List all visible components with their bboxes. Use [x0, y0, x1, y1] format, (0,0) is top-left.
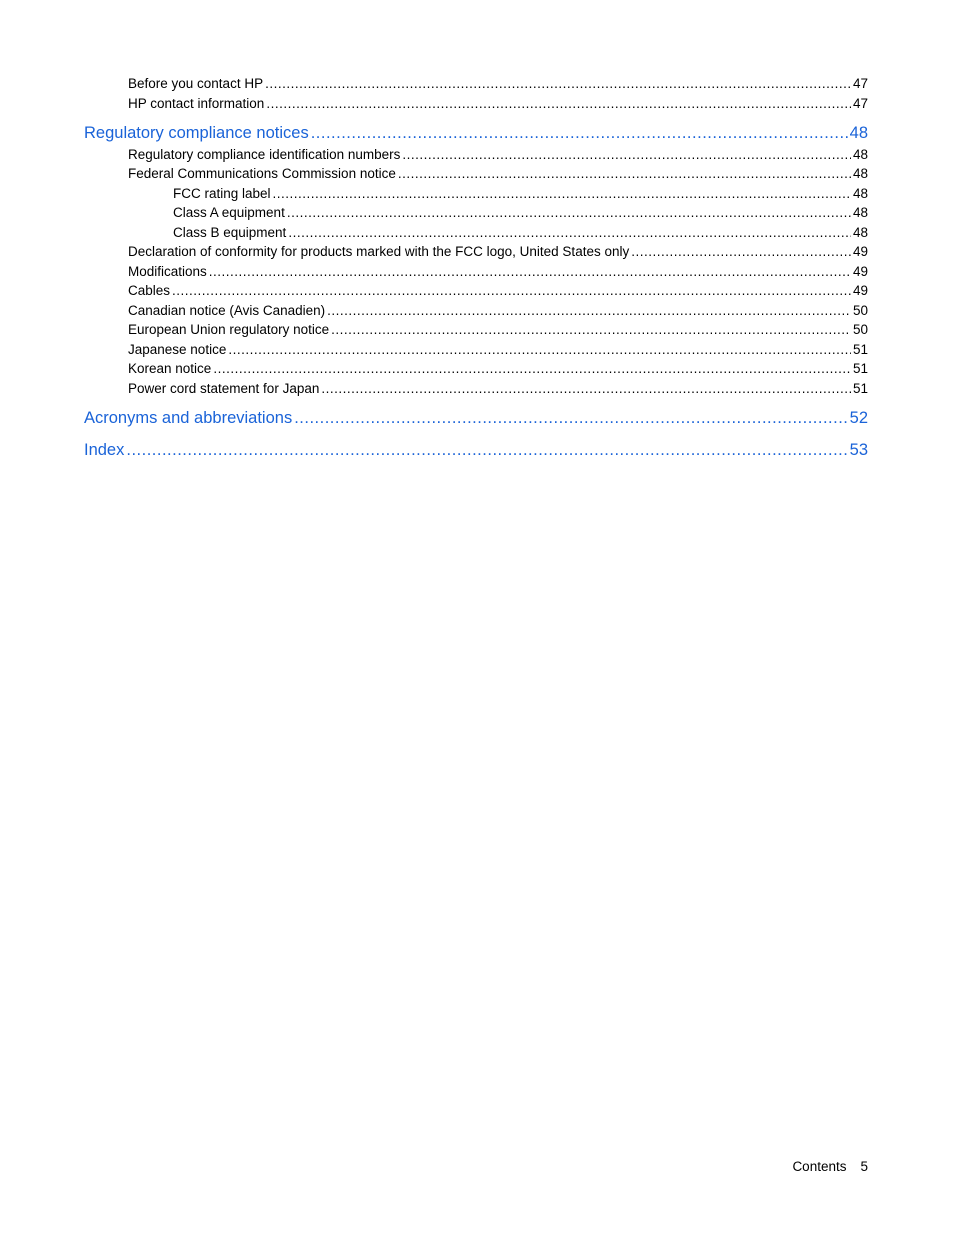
toc-entry[interactable] — [128, 76, 868, 91]
toc-leader — [631, 244, 851, 259]
toc-entry-page: 51 — [852, 342, 868, 357]
toc-entry[interactable] — [128, 244, 868, 259]
toc-entry-title: Regulatory compliance identification numbers — [128, 147, 401, 162]
toc-entry-page: 50 — [852, 303, 868, 318]
toc-leader — [327, 303, 851, 318]
toc-entry-title: Before you contact HP — [128, 76, 264, 91]
toc-leader — [265, 76, 851, 91]
toc-leader — [288, 225, 851, 240]
toc-chapter-title: Index — [84, 441, 125, 459]
toc-chapter-link[interactable] — [84, 124, 868, 143]
toc-entry-title: Canadian notice (Avis Canadien) — [128, 303, 326, 318]
toc-entry-page: 48 — [852, 166, 868, 181]
toc-entry-title: Cables — [128, 283, 171, 298]
toc-leader — [126, 441, 847, 460]
toc-leader — [311, 124, 848, 143]
toc-entry-page: 49 — [852, 283, 868, 298]
toc-entry-title: Declaration of conformity for products marked with the FCC logo, United States only — [128, 244, 630, 259]
toc-entry[interactable] — [128, 264, 868, 279]
toc-entry-title: Power cord statement for Japan — [128, 381, 320, 396]
toc-leader — [172, 283, 851, 298]
toc-entry-page: 48 — [852, 147, 868, 162]
footer-page-number: 5 — [860, 1159, 868, 1174]
toc-leader — [209, 264, 851, 279]
toc-entry-page: 47 — [852, 96, 868, 111]
toc-entry-page: 51 — [852, 361, 868, 376]
toc-subentry[interactable] — [173, 186, 868, 201]
toc-leader — [294, 409, 847, 428]
toc-chapter-page: 53 — [849, 441, 868, 459]
toc-leader — [287, 205, 851, 220]
toc-leader — [228, 342, 851, 357]
toc-entry-title: Korean notice — [128, 361, 212, 376]
toc-entry-page: 50 — [852, 322, 868, 337]
toc-entry[interactable] — [128, 166, 868, 181]
toc-entry-page: 49 — [852, 244, 868, 259]
toc-subentry[interactable] — [173, 225, 868, 240]
toc-entry-page: 51 — [852, 381, 868, 396]
toc-chapter-title: Regulatory compliance notices — [84, 124, 309, 142]
toc-entry[interactable] — [128, 322, 868, 337]
toc-subentry[interactable] — [173, 205, 868, 220]
toc-leader — [266, 96, 851, 111]
footer-section-name: Contents — [792, 1159, 847, 1174]
toc-entry[interactable] — [128, 381, 868, 396]
toc-entry-page: 49 — [852, 264, 868, 279]
toc-entry[interactable] — [128, 342, 868, 357]
toc-chapter-title: Acronyms and abbreviations — [84, 409, 293, 427]
toc-leader — [331, 322, 851, 337]
toc-entry[interactable] — [128, 283, 868, 298]
toc-entry-title: Modifications — [128, 264, 207, 279]
toc-leader — [273, 186, 851, 201]
toc-entry-page: 47 — [852, 76, 868, 91]
toc-entry[interactable] — [128, 96, 868, 111]
toc-chapter-link[interactable] — [84, 441, 868, 460]
toc-entry-title: Japanese notice — [128, 342, 227, 357]
toc-leader — [402, 147, 851, 162]
toc-entry-page: 48 — [852, 205, 868, 220]
toc-chapter-link[interactable] — [84, 409, 868, 428]
toc-entry-title: FCC rating label — [173, 186, 271, 201]
toc-leader — [213, 361, 851, 376]
toc-entry-title: Federal Communications Commission notice — [128, 166, 396, 181]
toc-chapter-page: 48 — [849, 124, 868, 142]
toc-entry-page: 48 — [852, 186, 868, 201]
toc-chapter-page: 52 — [849, 409, 868, 427]
toc-leader — [321, 381, 851, 396]
toc-entry[interactable] — [128, 147, 868, 162]
toc-entry-title: Class A equipment — [173, 205, 285, 220]
toc-entry-title: European Union regulatory notice — [128, 322, 330, 337]
toc-entry-title: Class B equipment — [173, 225, 287, 240]
toc-entry[interactable] — [128, 303, 868, 318]
page-footer — [792, 1159, 868, 1174]
toc-leader — [398, 166, 851, 181]
toc-entry[interactable] — [128, 361, 868, 376]
toc-entry-title: HP contact information — [128, 96, 265, 111]
toc-entry-page: 48 — [852, 225, 868, 240]
